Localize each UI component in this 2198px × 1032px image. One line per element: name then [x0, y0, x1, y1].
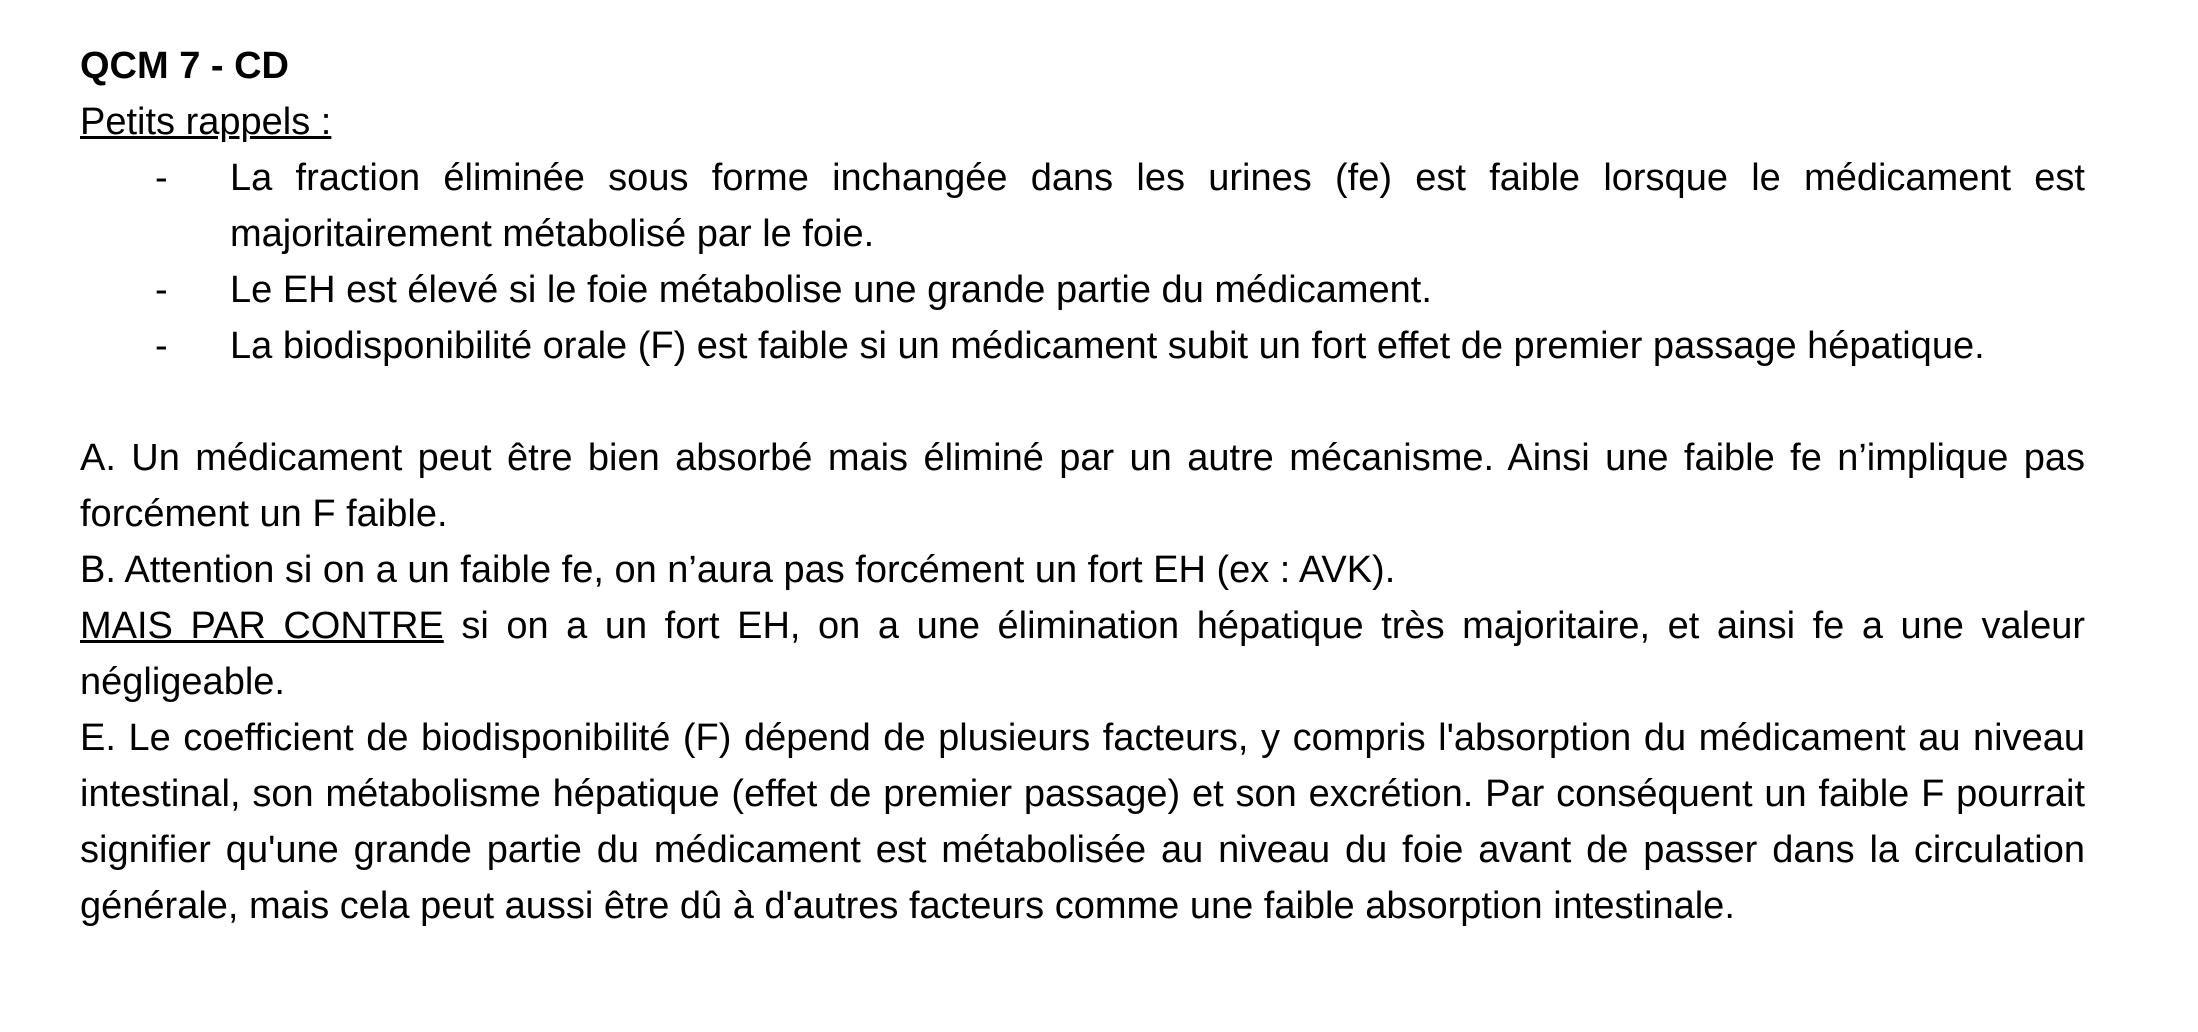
dash-bullet: -: [155, 325, 168, 367]
rappel-text: Le EH est élevé si le foie métabolise une grande partie du médicament.: [230, 269, 1432, 311]
section-subtitle: Petits rappels :: [80, 101, 332, 143]
paragraph-b: B. Attention si on a un faible fe, on n’aura pas forcément un fort EH (ex : AVK).: [80, 549, 1396, 591]
page-title: QCM 7 - CD: [80, 45, 289, 87]
rappels-list: [80, 150, 2085, 374]
rappel-text: La fraction éliminée sous forme inchangée dans les urines (fe) est faible lorsque le médicament est majoritairement métabolisé par le foie.: [230, 157, 2085, 255]
paragraph-e: E. Le coefficient de biodisponibilité (F) dépend de plusieurs facteurs, y compris l'absorption du médicament au niveau intestinal, son métabolisme hépatique (effet de premier passage) et son excrétion. Par conséquent un faible F pourrait signifier qu'une grande partie du médicament est métabolisée au niveau du foie avant de passer dans la circulation générale, mais cela peut aussi être dû à d'autres facteurs comme une faible absorption intestinale.: [80, 717, 2085, 927]
dash-bullet: -: [155, 269, 168, 311]
list-item: [80, 318, 2085, 374]
paragraph-mais-par-contre: [80, 598, 2085, 710]
list-item: [80, 262, 2085, 318]
paragraph-a: A. Un médicament peut être bien absorbé mais éliminé par un autre mécanisme. Ainsi une faible fe n’implique pas forcément un F faible.: [80, 437, 2085, 535]
document-page: [80, 38, 2085, 934]
dash-bullet: -: [155, 157, 168, 199]
rappel-text: La biodisponibilité orale (F) est faible si un médicament subit un fort effet de premier passage hépatique.: [230, 325, 1985, 367]
list-item: [80, 150, 2085, 262]
blank-line: [80, 374, 2085, 430]
paragraph-mais-text: si on a un fort EH, on a une élimination hépatique très majoritaire, et ainsi fe a une valeur négligeable.: [80, 605, 2085, 703]
emphasis-mais-par-contre: MAIS PAR CONTRE: [80, 605, 444, 647]
